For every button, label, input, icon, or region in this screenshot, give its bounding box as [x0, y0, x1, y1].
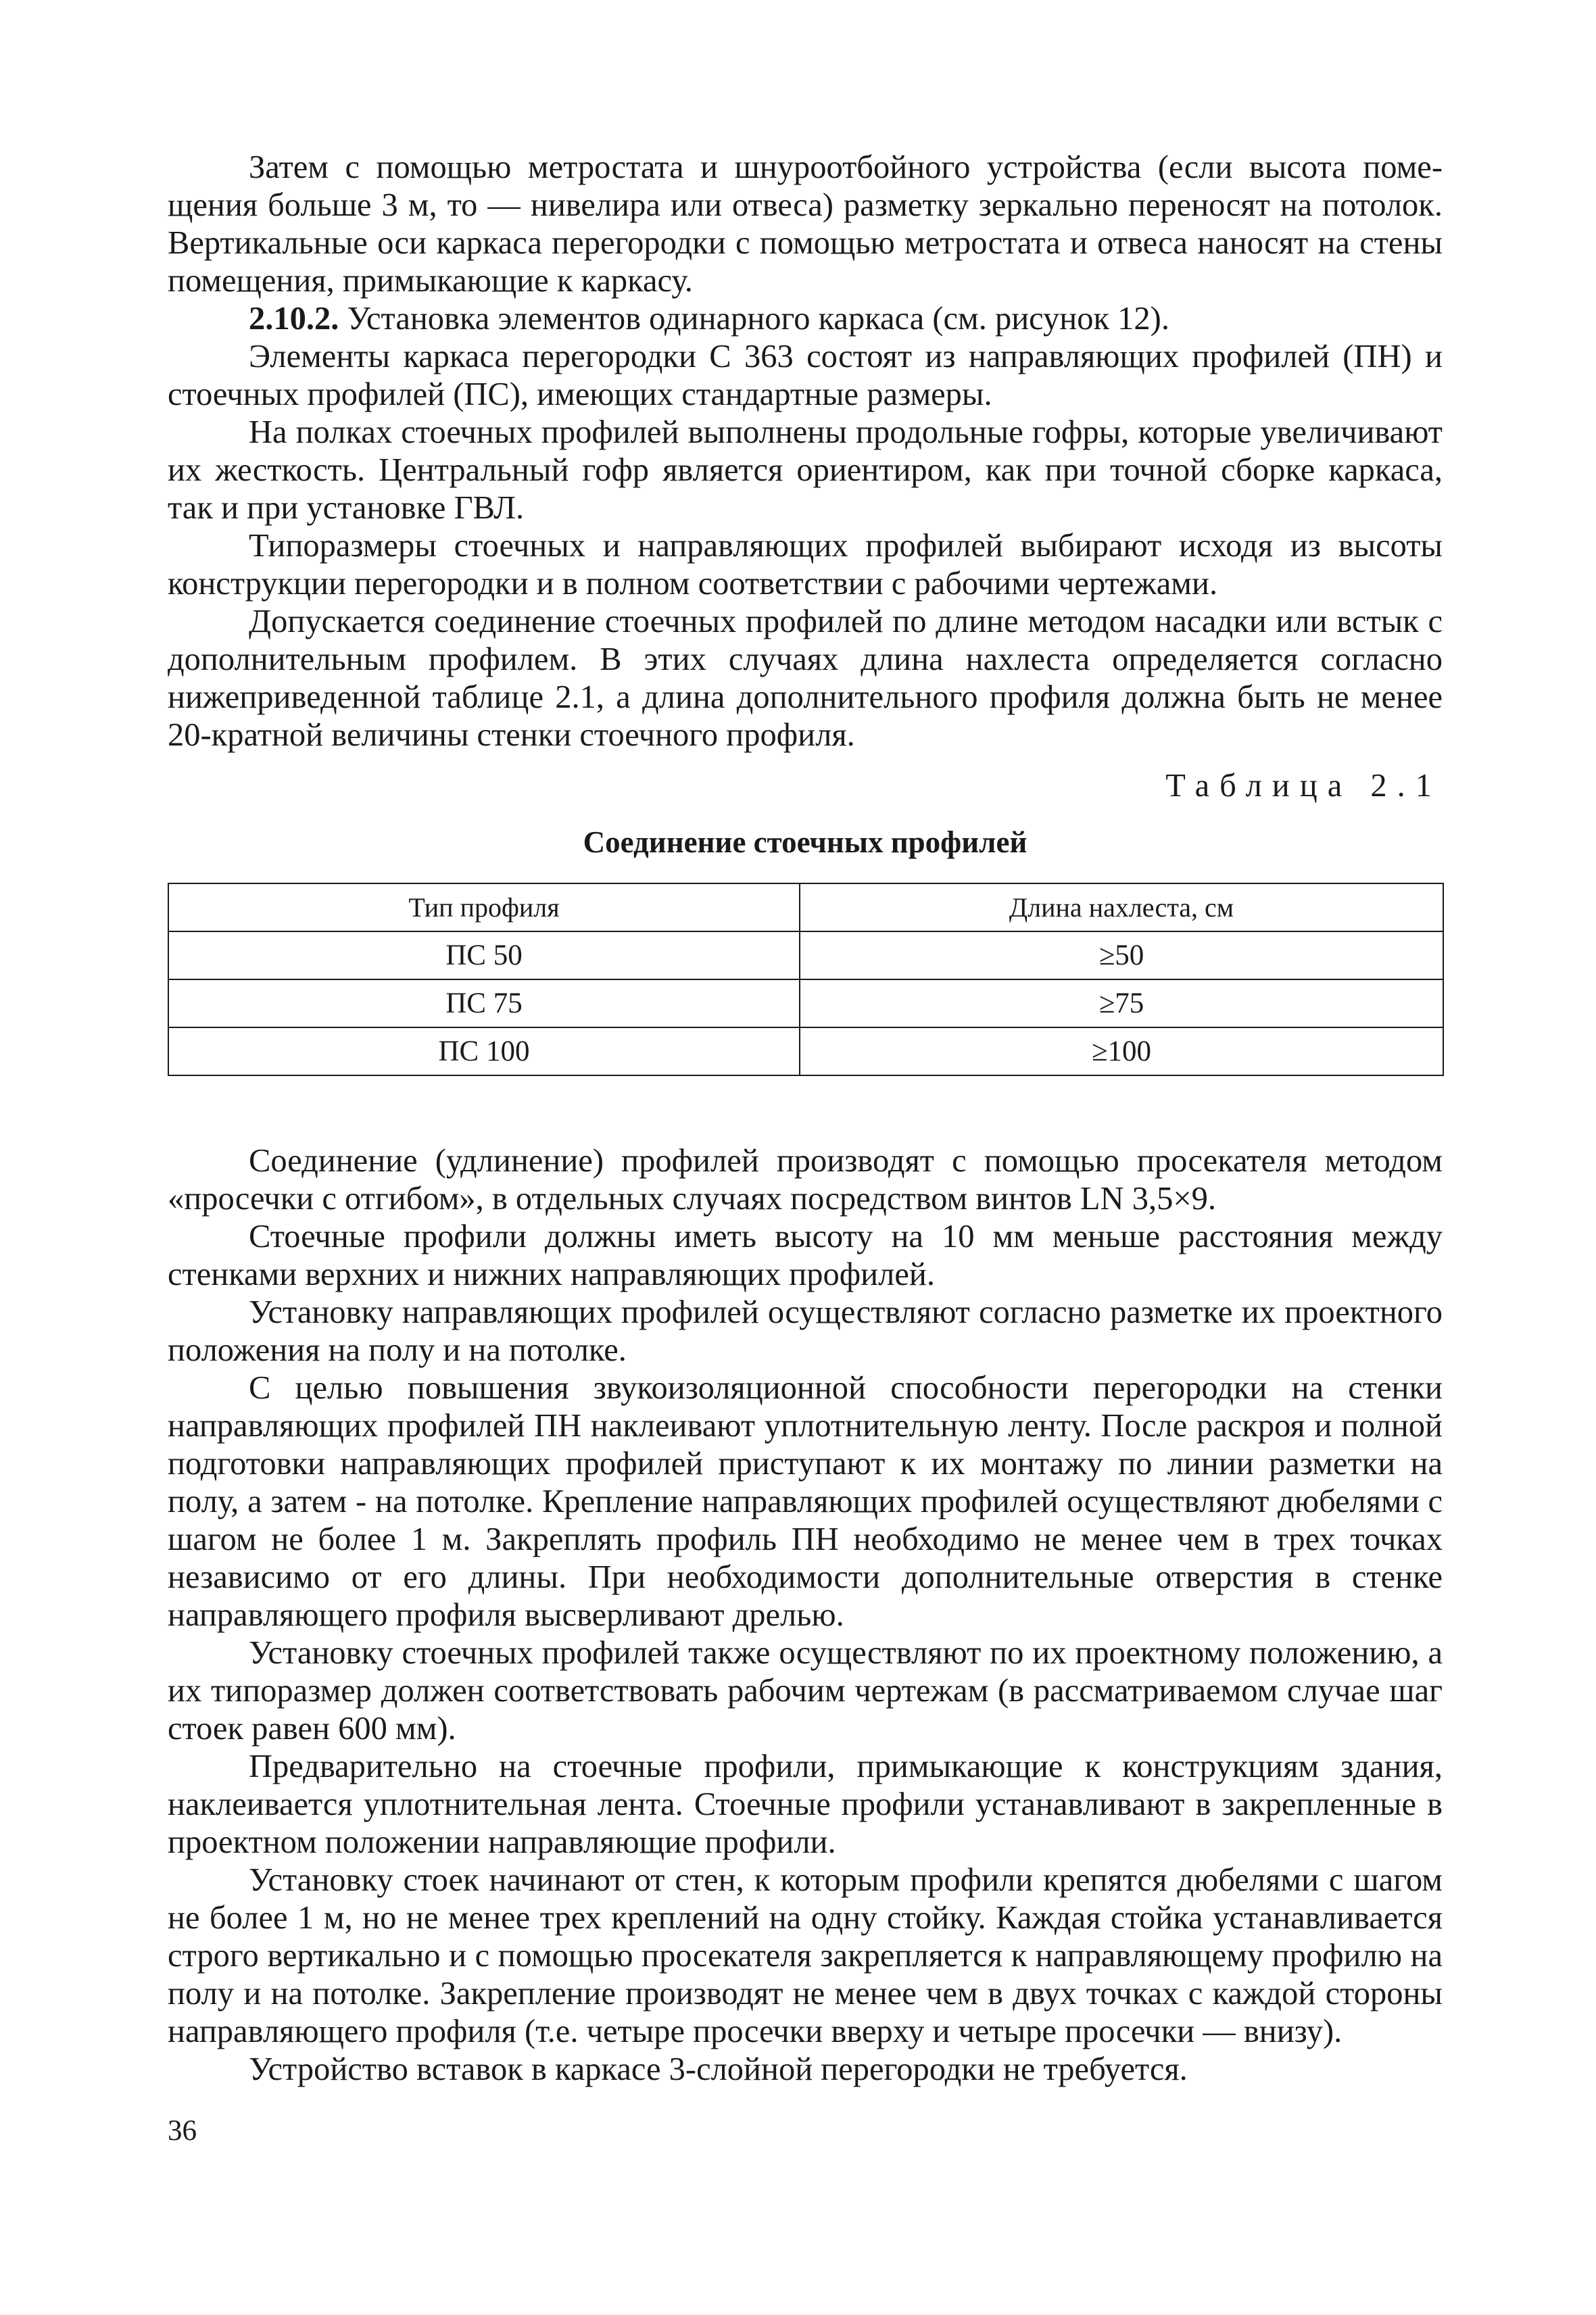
paragraph: Типоразмеры стоечных и направляющих профилей выбирают исходя из высоты конструкции перегородки и в полном соответствии с рабочими чертежами. — [168, 528, 1443, 602]
table-label: Таблица 2.1 — [1165, 768, 1442, 804]
table-cell: ПС 75 — [168, 979, 800, 1027]
paragraph: Элементы каркаса перегородки С 363 состоят из направляющих профилей (ПН) и стоечных профилей (ПС), имеющих стандартные размеры. — [168, 339, 1443, 412]
paragraph: Установку направляющих профилей осуществляют согласно разметке их проектного положения на полу и на потолке. — [168, 1294, 1443, 1368]
table-cell: ПС 100 — [168, 1027, 800, 1075]
paragraph: Установку стоечных профилей также осуществляют по их проектному положению, а их типоразмер должен соответствовать рабочим чертежам (в рассматриваемом случае шаг стоек равен 600 мм). — [168, 1635, 1443, 1747]
upper-text-block — [168, 149, 1443, 754]
paragraph: Установку стоек начинают от стен, к которым профили крепятся дюбелями с шагом не более 1 м, но не менее трех креплений на одну стойку. Каждая стойка устанавливается строго вертикально и с помощью просекателя закрепляется к направляющему профилю на полу и на потолке. Закрепление производят не менее чем в двух точках с каждой стороны направляющего профиля (т.е. четыре просечки вверху и четыре просечки — внизу). — [168, 1862, 1443, 2049]
lower-text-block — [168, 1142, 1443, 2089]
table-cell: ≥100 — [800, 1027, 1443, 1075]
profile-connection-table — [168, 883, 1444, 1076]
section-number: 2.10.2. — [249, 301, 339, 337]
table-caption: Соединение стоечных профилей — [583, 825, 1027, 859]
paragraph: Соединение (удлинение) профилей производят с помощью просекателя методом «просечки с отгибом», в отдельных случаях посредством винтов LN 3,5×9. — [168, 1143, 1443, 1217]
section-heading-text: Установка элементов одинарного каркаса (см. рисунок 12). — [339, 301, 1169, 337]
column-header-overlap-length: Длина нахлеста, см — [800, 883, 1443, 931]
table-cell: ПС 50 — [168, 931, 800, 979]
page-number: 36 — [168, 2115, 197, 2147]
paragraph: Затем с помощью метростата и шнуроотбойного устройства (если высота помещения больше 3 м, то — нивелира или отвеса) разметку зеркально переносят на потолок. Вертикальные оси каркаса перегородки с помощью метростата и отвеса наносят на стены помещения, примыкающие к каркасу. — [168, 149, 1443, 299]
table-row — [168, 1027, 1443, 1075]
paragraph: Предварительно на стоечные профили, примыкающие к конструкциям здания, наклеивается уплотнительная лента. Стоечные профили устанавливают в закрепленные в проектном положении направляющие профили. — [168, 1749, 1443, 1860]
paragraph: На полках стоечных профилей выполнены продольные гофры, которые увеличивают их жесткость. Центральный гофр является ориентиром, как при точной сборке каркаса, так и при установке ГВЛ. — [168, 414, 1443, 526]
column-header-profile-type: Тип профиля — [168, 883, 800, 931]
table-row — [168, 979, 1443, 1027]
paragraph: С целью повышения звукоизоляционной способности перегородки на стенки направляющих профилей ПН наклеивают уплотнительную ленту. После раскроя и полной подготовки направляющих профилей приступают к их монтажу по линии разметки на полу, а затем - на потолке. Крепление направляющих профилей осуществляют дюбелями с шагом не более 1 м. Закреплять профиль ПН необходимо не менее чем в трех точках независимо от его длины. При необходимости дополнительные отверстия в стенке направляющего профиля высверливают дрелью. — [168, 1370, 1443, 1633]
paragraph: Допускается соединение стоечных профилей по длине методом насадки или встык с дополнительным профилем. В этих случаях длина нахлеста определяется согласно нижеприведенной таблице 2.1, а длина дополнительного профиля должна быть не менее 20-кратной величины стенки стоечного профиля. — [168, 604, 1443, 753]
table-cell: ≥50 — [800, 931, 1443, 979]
table-cell: ≥75 — [800, 979, 1443, 1027]
paragraph: Устройство вставок в каркасе 3-слойной перегородки не требуется. — [249, 2051, 1188, 2087]
table-row — [168, 931, 1443, 979]
table-header-row — [168, 883, 1443, 931]
paragraph: Стоечные профили должны иметь высоту на 10 мм меньше расстояния между стенками верхних и нижних направляющих профилей. — [168, 1219, 1443, 1292]
section-heading-paragraph — [168, 300, 1443, 338]
